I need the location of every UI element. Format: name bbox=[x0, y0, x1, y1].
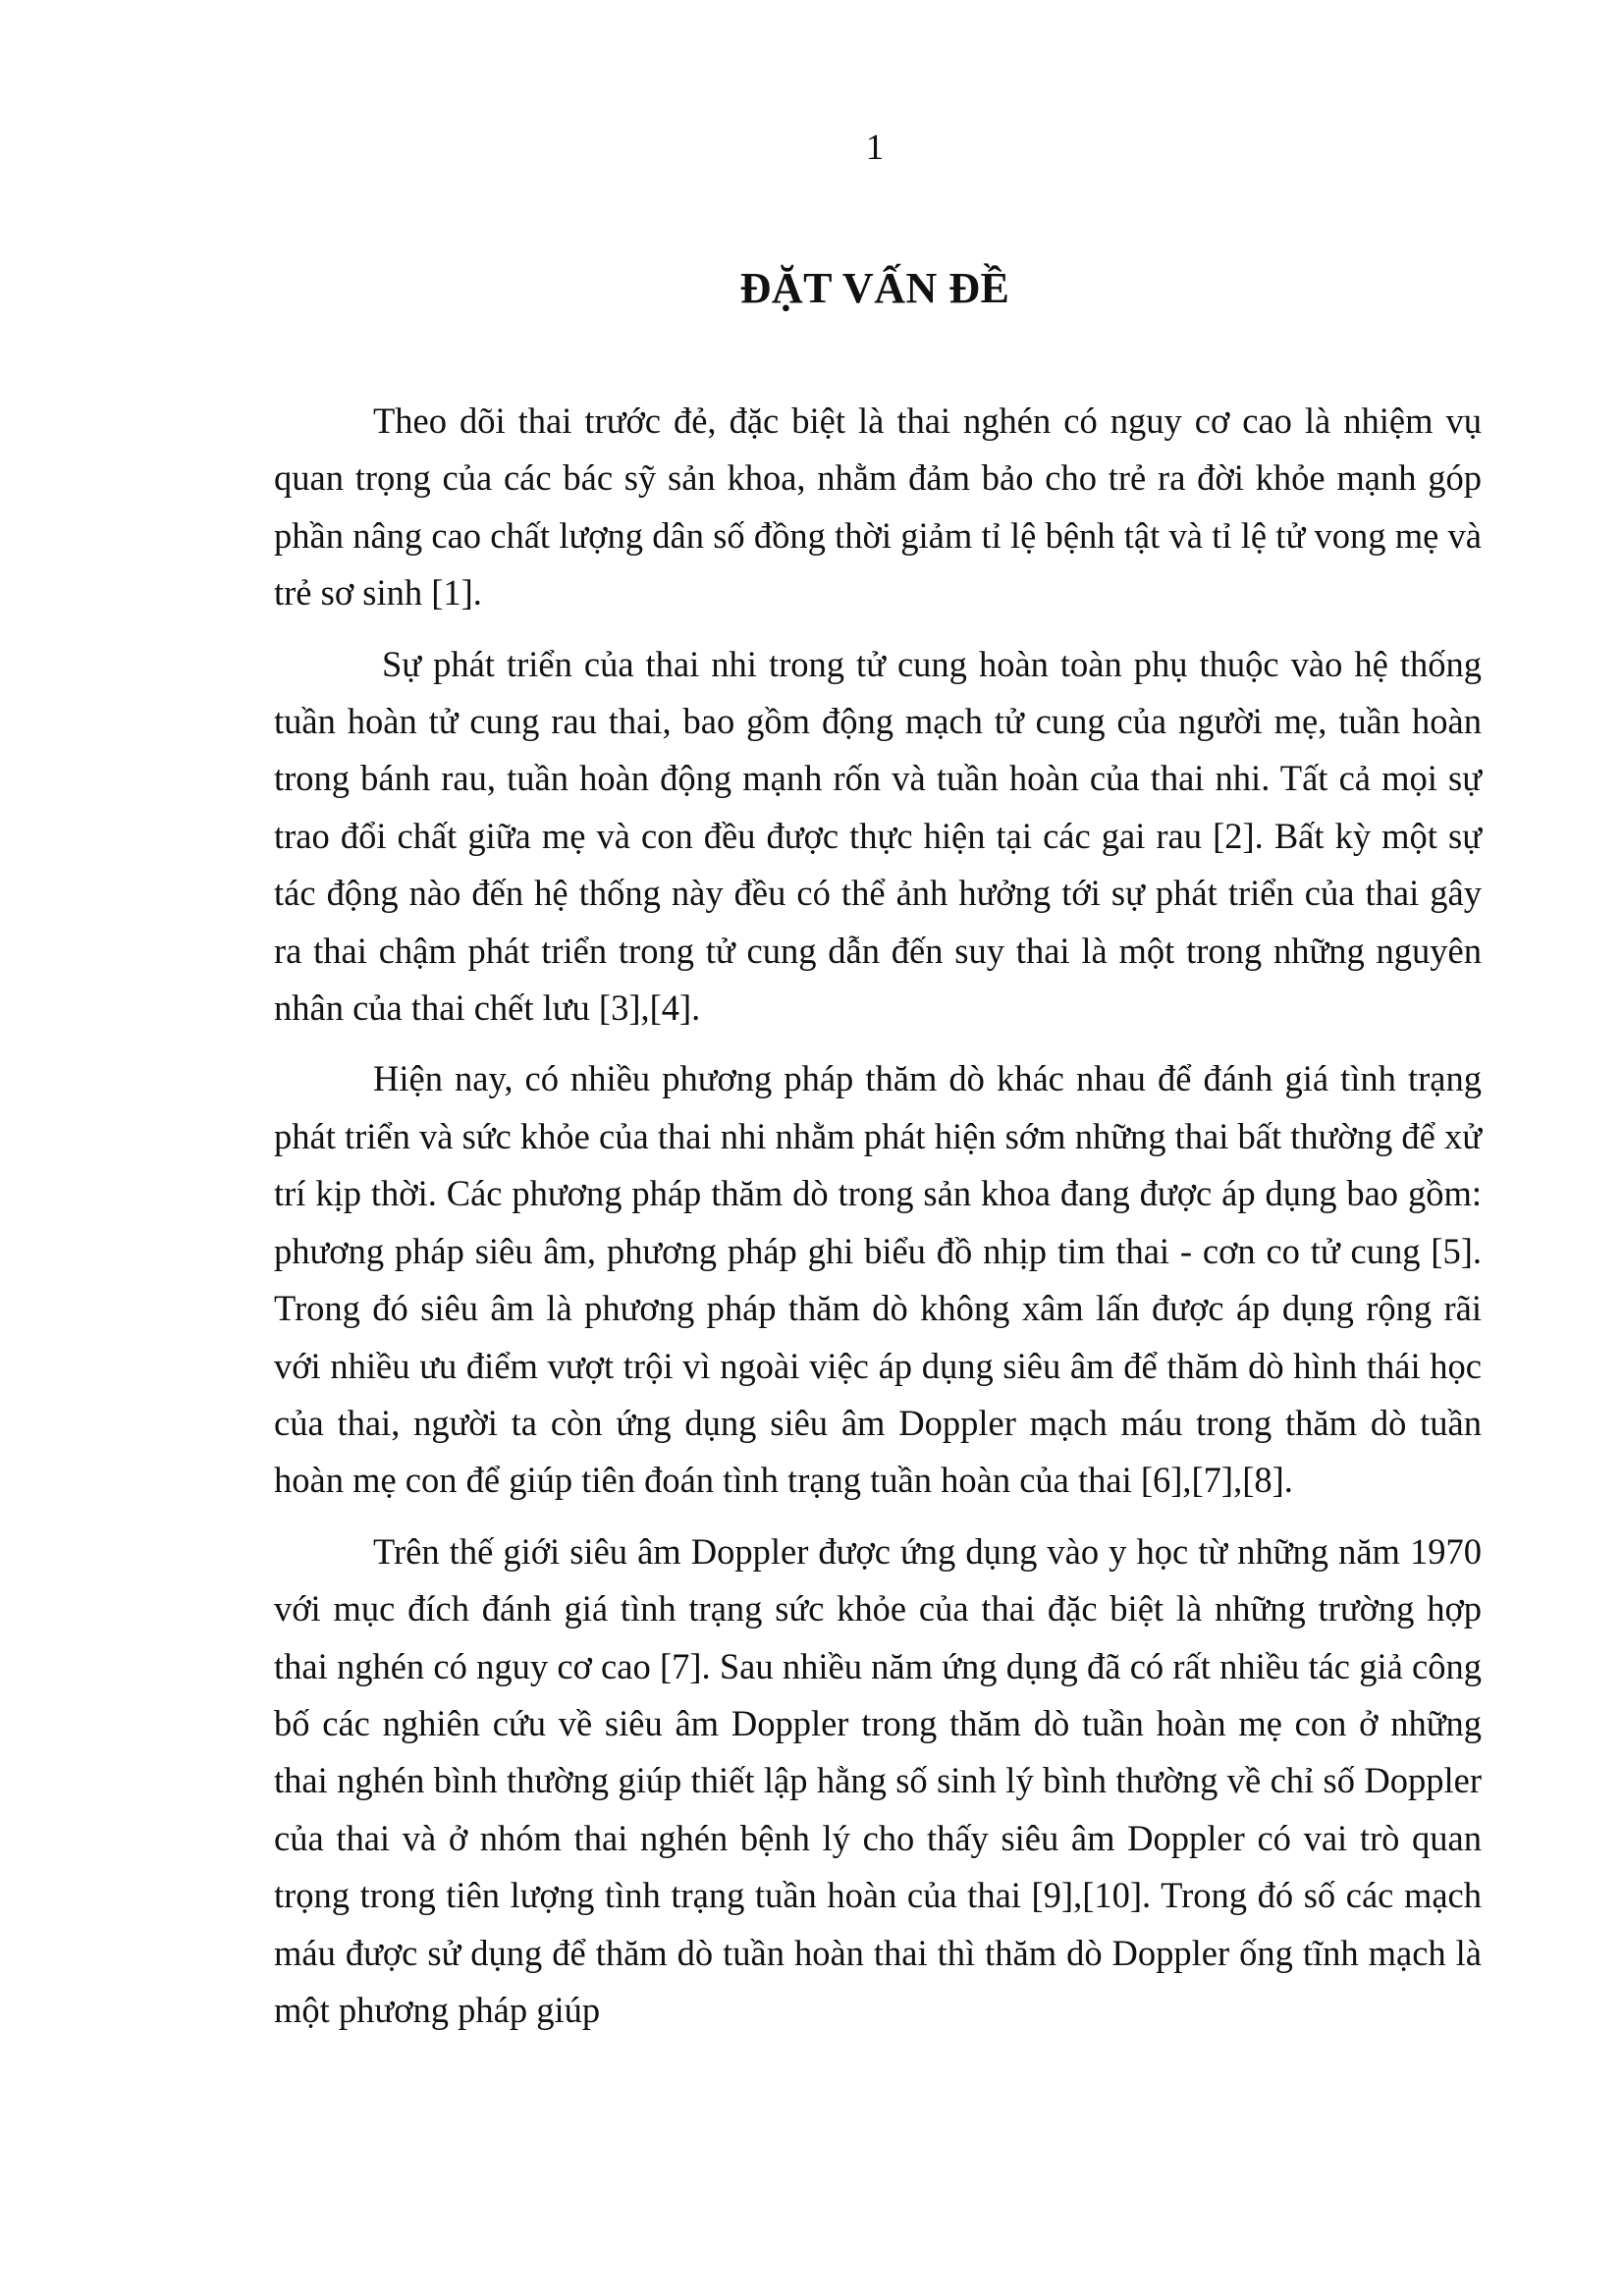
paragraph-4: Trên thế giới siêu âm Doppler được ứng dụng vào y học từ những năm 1970 với mục đích đánh giá tình trạng sức khỏe của thai đặc biệt là những trường hợp thai nghén có nguy cơ cao [7]. Sau nhiều năm ứng dụng đã có rất nhiều tác giả công bố các nghiên cứu về siêu âm Doppler trong thăm dò tuần hoàn mẹ con ở những thai nghén bình thường giúp thiết lập hằng số sinh lý bình thường về chỉ số Doppler của thai và ở nhóm thai nghén bệnh lý cho thấy siêu âm Doppler có vai trò quan trọng trong tiên lượng tình trạng tuần hoàn của thai [9],[10]. Trong đó số các mạch máu được sử dụng để thăm dò tuần hoàn thai thì thăm dò Doppler ống tĩnh mạch là một phương pháp giúp bbox=[274, 1530, 1482, 2030]
paragraph-1: Theo dõi thai trước đẻ, đặc biệt là thai nghén có nguy cơ cao là nhiệm vụ quan trọng của các bác sỹ sản khoa, nhằm đảm bảo cho trẻ ra đời khỏe mạnh góp phần nâng cao chất lượng dân số đồng thời giảm tỉ lệ bệnh tật và tỉ lệ tử vong mẹ và trẻ sơ sinh [1]. bbox=[274, 400, 1482, 614]
page-number: 1 bbox=[865, 128, 885, 168]
document-body bbox=[274, 393, 1482, 2053]
page-title: ĐẶT VẤN ĐỀ bbox=[739, 264, 1010, 312]
paragraph-3: Hiện nay, có nhiều phương pháp thăm dò khác nhau để đánh giá tình trạng phát triển và sức khỏe của thai nhi nhằm phát hiện sớm những thai bất thường để xử trí kịp thời. Các phương pháp thăm dò trong sản khoa đang được áp dụng bao gồm: phương pháp siêu âm, phương pháp ghi biểu đồ nhịp tim thai - cơn co tử cung [5]. Trong đó siêu âm là phương pháp thăm dò không xâm lấn được áp dụng rộng rãi với nhiều ưu điểm vượt trội vì ngoài việc áp dụng siêu âm để thăm dò hình thái học của thai, người ta còn ứng dụng siêu âm Doppler mạch máu trong thăm dò tuần hoàn mẹ con để giúp tiên đoán tình trạng tuần hoàn của thai [6],[7],[8]. bbox=[274, 1058, 1482, 1501]
paragraph-2: Sự phát triển của thai nhi trong tử cung hoàn toàn phụ thuộc vào hệ thống tuần hoàn tử cung rau thai, bao gồm động mạch tử cung của người mẹ, tuần hoàn trong bánh rau, tuần hoàn động mạnh rốn và tuần hoàn của thai nhi. Tất cả mọi sự trao đổi chất giữa mẹ và con đều được thực hiện tại các gai rau [2]. Bất kỳ một sự tác động nào đến hệ thống này đều có thể ảnh hưởng tới sự phát triển của thai gây ra thai chậm phát triển trong tử cung dẫn đến suy thai là một trong những nguyên nhân của thai chết lưu [3],[4]. bbox=[274, 643, 1482, 1029]
